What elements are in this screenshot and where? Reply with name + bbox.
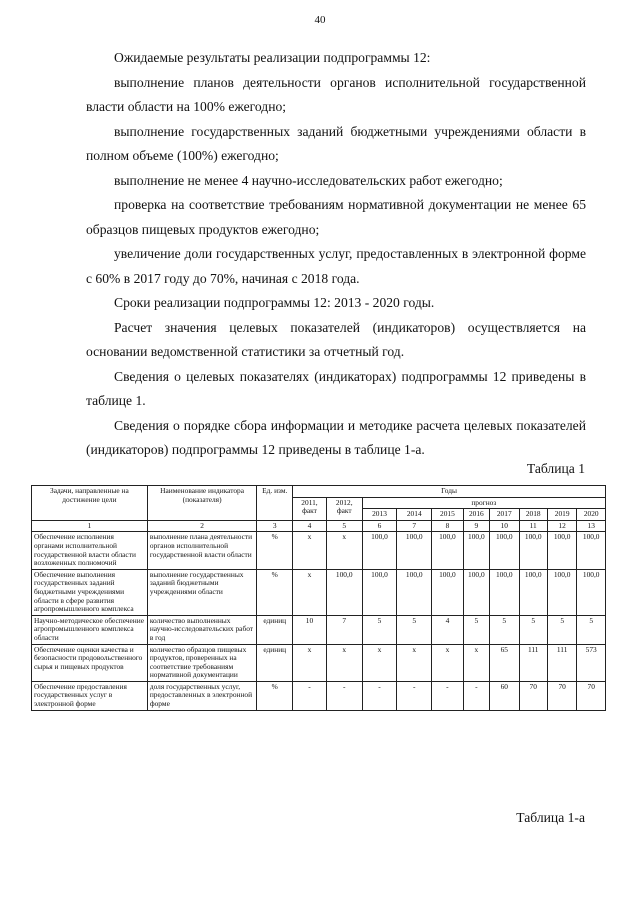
unit-cell: единиц <box>257 644 293 681</box>
value-cell: - <box>397 681 432 710</box>
value-cell: 5 <box>362 615 397 644</box>
task-cell: Обеспечение выполнения государственных заданий бюджетными учреждениями области в сфере развития агропромышленного комплекса <box>32 569 148 615</box>
table-row <box>32 615 606 644</box>
column-number: 5 <box>326 520 362 532</box>
table-row <box>32 644 606 681</box>
value-cell: 7 <box>326 615 362 644</box>
value-cell: x <box>293 644 327 681</box>
value-cell: - <box>432 681 464 710</box>
value-cell: 111 <box>519 644 547 681</box>
indicator-cell: выполнение государственных заданий бюджетными учреждениями области <box>147 569 257 615</box>
header-year: 2017 <box>490 509 519 521</box>
body-text <box>86 46 586 463</box>
value-cell: x <box>397 644 432 681</box>
indicator-cell: количество выполненных научно-исследовательских работ в год <box>147 615 257 644</box>
column-number: 1 <box>32 520 148 532</box>
table-header-row <box>32 486 606 498</box>
value-cell: 100,0 <box>432 532 464 569</box>
header-year: 2014 <box>397 509 432 521</box>
value-cell: 100,0 <box>519 569 547 615</box>
value-cell: 100,0 <box>463 532 489 569</box>
value-cell: 111 <box>547 644 576 681</box>
column-number: 2 <box>147 520 257 532</box>
indicator-cell: количество образцов пищевых продуктов, проверенных на соответствие требованиям нормативной документации <box>147 644 257 681</box>
table-caption-2: Таблица 1-а <box>516 810 585 825</box>
value-cell: 5 <box>397 615 432 644</box>
unit-cell: % <box>257 532 293 569</box>
value-cell: 573 <box>577 644 606 681</box>
value-cell: 100,0 <box>490 532 519 569</box>
column-number: 8 <box>432 520 464 532</box>
column-number: 12 <box>547 520 576 532</box>
paragraph: Сроки реализации подпрограммы 12: 2013 - 2020 годы. <box>114 295 435 310</box>
task-cell: Обеспечение предоставления государственных услуг в электронной форме <box>32 681 148 710</box>
value-cell: 100,0 <box>463 569 489 615</box>
task-cell: Обеспечение исполнения органами исполнительной государственной власти области возложенных полномочий <box>32 532 148 569</box>
value-cell: 100,0 <box>397 532 432 569</box>
value-cell: 100,0 <box>577 532 606 569</box>
header-tasks: Задачи, направленные на достижение цели <box>32 486 148 521</box>
value-cell: 100,0 <box>432 569 464 615</box>
paragraph: Ожидаемые результаты реализации подпрограммы 12: <box>114 50 431 65</box>
value-cell: - <box>362 681 397 710</box>
value-cell: x <box>362 644 397 681</box>
unit-cell: единиц <box>257 615 293 644</box>
value-cell: 70 <box>547 681 576 710</box>
paragraph: выполнение не менее 4 научно-исследовательских работ ежегодно; <box>114 172 503 188</box>
value-cell: x <box>293 532 327 569</box>
header-forecast: прогноз <box>362 497 605 509</box>
value-cell: x <box>432 644 464 681</box>
column-number: 10 <box>490 520 519 532</box>
value-cell: 100,0 <box>547 532 576 569</box>
paragraph: выполнение государственных заданий бюджетными учреждениями области в полном объеме (100%) ежегодно; <box>86 123 586 163</box>
value-cell: 70 <box>577 681 606 710</box>
table-row <box>32 569 606 615</box>
header-year: 2015 <box>432 509 464 521</box>
indicator-cell: выполнение плана деятельности органов исполнительной государственной власти области <box>147 532 257 569</box>
value-cell: x <box>293 569 327 615</box>
header-2012: 2012, факт <box>326 497 362 520</box>
value-cell: 70 <box>519 681 547 710</box>
column-number: 9 <box>463 520 489 532</box>
table-caption: Таблица 1 <box>526 461 585 476</box>
value-cell: 5 <box>490 615 519 644</box>
column-number: 13 <box>577 520 606 532</box>
unit-cell: % <box>257 569 293 615</box>
value-cell: 60 <box>490 681 519 710</box>
header-indicator: Наименование индикатора (показателя) <box>147 486 257 521</box>
value-cell: 4 <box>432 615 464 644</box>
value-cell: 5 <box>519 615 547 644</box>
header-2011: 2011, факт <box>293 497 327 520</box>
value-cell: 65 <box>490 644 519 681</box>
column-number: 11 <box>519 520 547 532</box>
paragraph: Расчет значения целевых показателей (индикаторов) осуществляется на основании ведомственной статистики за отчетный год. <box>86 319 586 359</box>
value-cell: 100,0 <box>519 532 547 569</box>
table-body <box>32 532 606 710</box>
column-number: 3 <box>257 520 293 532</box>
paragraph: проверка на соответствие требованиям нормативной документации не менее 65 образцов пищевых продуктов ежегодно; <box>86 197 586 237</box>
value-cell: 5 <box>463 615 489 644</box>
value-cell: x <box>463 644 489 681</box>
header-year: 2016 <box>463 509 489 521</box>
task-cell: Обеспечение оценки качества и безопасности продовольственного сырья и пищевых продуктов <box>32 644 148 681</box>
header-years: Годы <box>293 486 606 498</box>
indicator-cell: доля государственных услуг, предоставленных в электронной форме <box>147 681 257 710</box>
value-cell: x <box>326 532 362 569</box>
value-cell: x <box>326 644 362 681</box>
value-cell: 5 <box>547 615 576 644</box>
value-cell: - <box>293 681 327 710</box>
header-year: 2018 <box>519 509 547 521</box>
value-cell: - <box>463 681 489 710</box>
value-cell: - <box>326 681 362 710</box>
unit-cell: % <box>257 681 293 710</box>
table-row <box>32 532 606 569</box>
header-year: 2019 <box>547 509 576 521</box>
value-cell: 100,0 <box>577 569 606 615</box>
value-cell: 10 <box>293 615 327 644</box>
value-cell: 100,0 <box>397 569 432 615</box>
header-unit: Ед. изм. <box>257 486 293 521</box>
indicators-table <box>31 485 606 711</box>
paragraph: Сведения о целевых показателях (индикаторах) подпрограммы 12 приведены в таблице 1. <box>86 368 586 408</box>
header-year: 2013 <box>362 509 397 521</box>
value-cell: 100,0 <box>362 532 397 569</box>
value-cell: 5 <box>577 615 606 644</box>
paragraph: Сведения о порядке сбора информации и методике расчета целевых показателей (индикаторов) подпрограммы 12 приведены в таблице 1-а. <box>86 417 586 457</box>
column-number: 7 <box>397 520 432 532</box>
value-cell: 100,0 <box>362 569 397 615</box>
column-number: 4 <box>293 520 327 532</box>
paragraph: выполнение планов деятельности органов исполнительной государственной власти области на 100% ежегодно; <box>86 74 586 114</box>
column-number-row <box>32 520 606 532</box>
header-year: 2020 <box>577 509 606 521</box>
value-cell: 100,0 <box>547 569 576 615</box>
value-cell: 100,0 <box>490 569 519 615</box>
task-cell: Научно-методическое обеспечение агропромышленного комплекса области <box>32 615 148 644</box>
paragraph: увеличение доли государственных услуг, предоставленных в электронной форме с 60% в 2017 году до 70%, начиная с 2018 года. <box>86 246 586 286</box>
column-number: 6 <box>362 520 397 532</box>
page-number: 40 <box>314 14 326 26</box>
table-row <box>32 681 606 710</box>
value-cell: 100,0 <box>326 569 362 615</box>
